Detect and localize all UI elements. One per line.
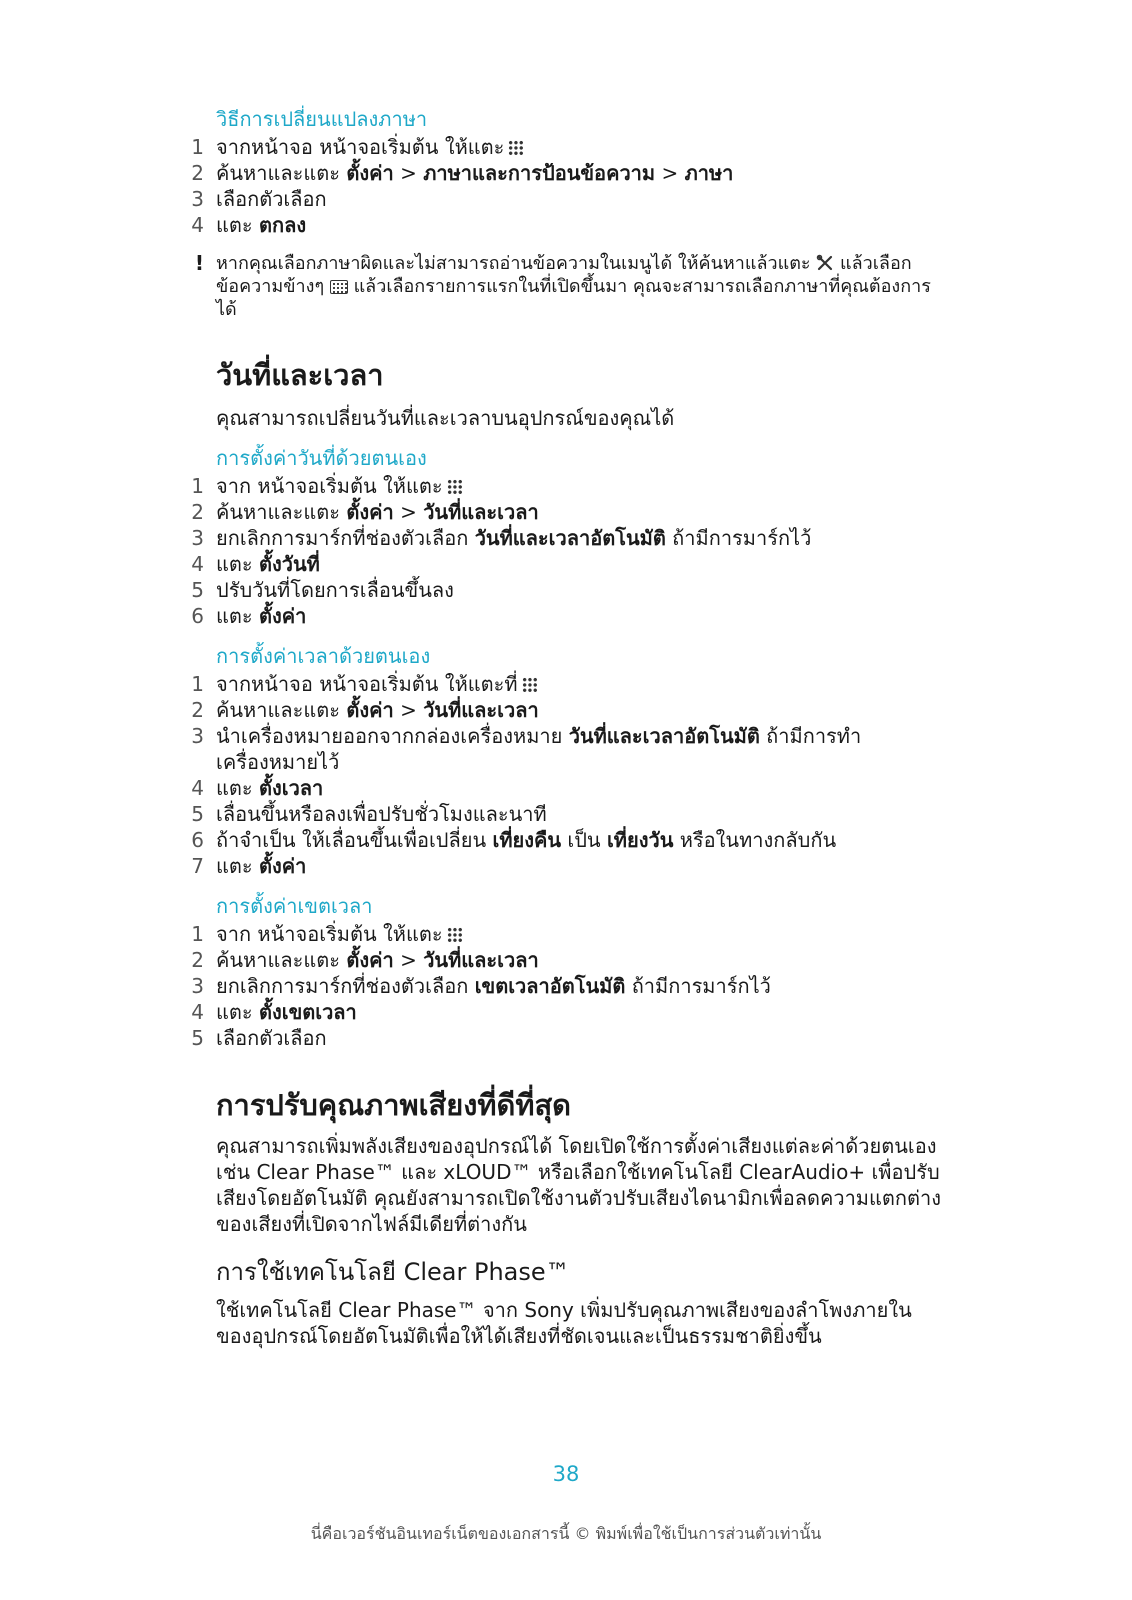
apps-grid-icon: [508, 140, 524, 156]
page-content: [191, 106, 946, 1349]
list-item: 3 เลือกตัวเลือก: [191, 187, 327, 211]
list-item: 4 แตะ ตั้งเวลา: [191, 776, 324, 800]
list-item: 1 จากหน้าจอ หน้าจอเริ่มต้น ให้แตะที่: [216, 671, 946, 697]
list-item: 2 ค้นหาและแตะ ตั้งค่า > วันที่และเวลา: [191, 948, 539, 972]
clear-phase-title: การใช้เทคโนโลยี Clear Phase™: [216, 1258, 570, 1286]
list-item: 4 แตะ ตั้งเขตเวลา: [191, 1000, 357, 1024]
timezone-subtitle: การตั้งค่าเขตเวลา: [216, 894, 373, 918]
datetime-title: วันที่และเวลา: [216, 358, 384, 392]
timezone-steps: [191, 921, 946, 1051]
sound-title: การปรับคุณภาพเสียงที่ดีที่สุด: [216, 1088, 571, 1122]
list-item: 3 ยกเลิกการมาร์กที่ช่องตัวเลือก วันที่และเวลาอัตโนมัติ ถ้ามีการมาร์กไว้: [191, 526, 812, 550]
date-manual-steps: [191, 473, 946, 629]
list-item: 5 ปรับวันที่โดยการเลื่อนขึ้นลง: [191, 578, 454, 602]
list-item: 6 แตะ ตั้งค่า: [191, 604, 307, 628]
list-item: 6 ถ้าจำเป็น ให้เลื่อนขึ้นเพื่อเปลี่ยน เที่ยงคืน เป็น เที่ยงวัน หรือในทางกลับกัน: [191, 828, 837, 852]
apps-grid-icon: [447, 479, 463, 495]
list-item: 2 ค้นหาและแตะ ตั้งค่า > ภาษาและการป้อนข้อความ > ภาษา: [191, 161, 734, 185]
list-item: 2 ค้นหาและแตะ ตั้งค่า > วันที่และเวลา: [191, 698, 539, 722]
warning-note: ! หากคุณเลือกภาษาผิดและไม่สามารถอ่านข้อความในเมนูได้ ให้ค้นหาแล้วแตะ แล้วเลือกข้อความข้างๆ แล้วเลือกรายการแรกในที่เปิดขึ้นมา คุณจะสามารถเลือกภาษาที่คุณต้องการได้: [216, 252, 946, 321]
list-item: 1 จากหน้าจอ หน้าจอเริ่มต้น ให้แตะ: [216, 134, 946, 160]
keyboard-icon: [330, 280, 348, 294]
list-item: 3 นำเครื่องหมายออกจากกล่องเครื่องหมาย วันที่และเวลาอัตโนมัติ ถ้ามีการทำเครื่องหมายไว้: [191, 724, 862, 774]
list-item: 5 เลือกตัวเลือก: [191, 1026, 327, 1050]
footer-note: นี่คือเวอร์ชันอินเทอร์เน็ตของเอกสารนี้ © พิมพ์เพื่อใช้เป็นการส่วนตัวเท่านั้น: [310, 1524, 822, 1543]
list-item: 1 จาก หน้าจอเริ่มต้น ให้แตะ: [216, 921, 946, 947]
tools-icon: [816, 254, 834, 272]
time-manual-subtitle: การตั้งค่าเวลาด้วยตนเอง: [216, 644, 431, 668]
list-item: 7 แตะ ตั้งค่า: [191, 854, 307, 878]
page-number: 38: [552, 1462, 580, 1486]
list-item: 5 เลื่อนขึ้นหรือลงเพื่อปรับชั่วโมงและนาที: [191, 802, 547, 826]
date-manual-subtitle: การตั้งค่าวันที่ด้วยตนเอง: [216, 446, 427, 470]
datetime-intro: คุณสามารถเปลี่ยนวันที่และเวลาบนอุปกรณ์ของคุณได้: [216, 406, 675, 430]
apps-grid-icon: [522, 677, 538, 693]
clear-phase-body: ใช้เทคโนโลยี Clear Phase™ จาก Sony เพิ่มปรับคุณภาพเสียงของลำโพงภายในของอุปกรณ์โดยอัตโนมัติเพื่อให้ได้เสียงที่ชัดเจนและเป็นธรรมชาติยิ่งขึ้น: [216, 1298, 912, 1348]
list-item: 4 แตะ ตกลง: [191, 213, 307, 237]
time-manual-steps: [191, 671, 946, 879]
lang-steps: [191, 134, 946, 238]
apps-grid-icon: [447, 927, 463, 943]
list-item: 1 จาก หน้าจอเริ่มต้น ให้แตะ: [216, 473, 946, 499]
list-item: 2 ค้นหาและแตะ ตั้งค่า > วันที่และเวลา: [191, 500, 539, 524]
list-item: 4 แตะ ตั้งวันที่: [191, 552, 320, 576]
exclamation-icon: !: [194, 251, 204, 275]
sound-intro: คุณสามารถเพิ่มพลังเสียงของอุปกรณ์ได้ โดยเปิดใช้การตั้งค่าเสียงแต่ละค่าด้วยตนเอง เช่น Clear Phase™ และ xLOUD™ หรือเลือกใช้เทคโนโลยี ClearAudio+ เพื่อปรับเสียงโดยอัตโนมัติ คุณยังสามารถเปิดใช้งานตัวปรับเสียงไดนามิกเพื่อลดความแตกต่างของเสียงที่เปิดจากไฟล์มีเดียที่ต่างกัน: [216, 1134, 941, 1236]
list-item: 3 ยกเลิกการมาร์กที่ช่องตัวเลือก เขตเวลาอัตโนมัติ ถ้ามีการมาร์กไว้: [191, 974, 771, 998]
lang-subtitle: วิธีการเปลี่ยนแปลงภาษา: [216, 107, 428, 131]
